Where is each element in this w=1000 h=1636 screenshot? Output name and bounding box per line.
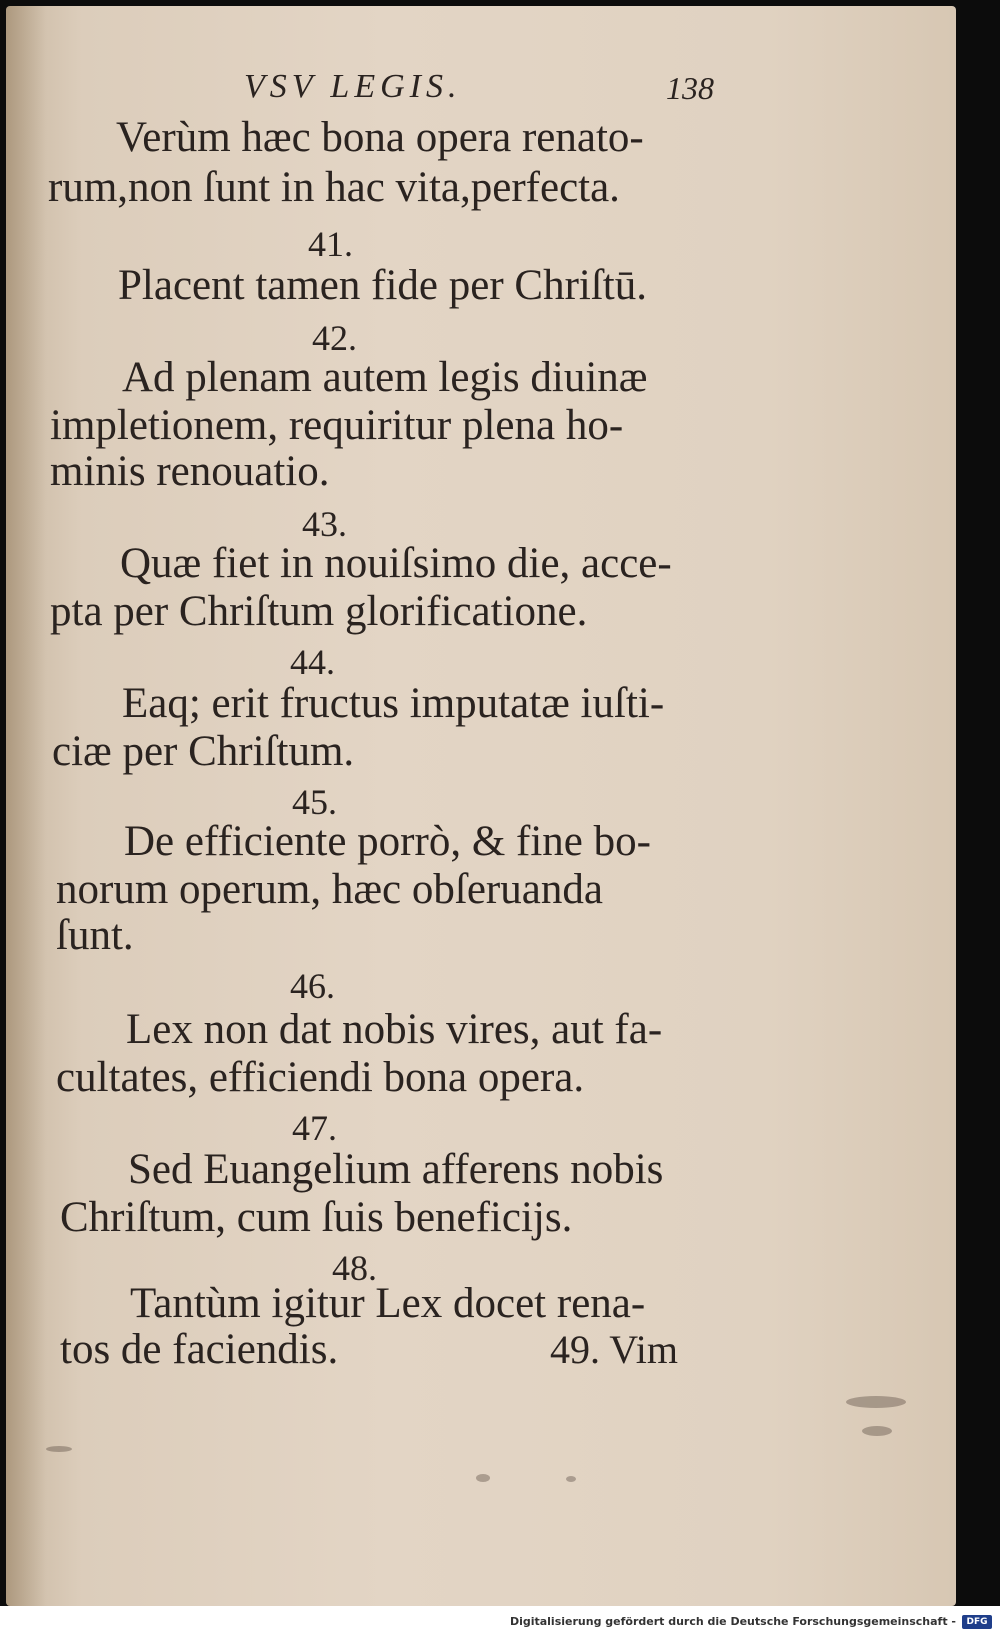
thesis-number: 48. (332, 1248, 377, 1288)
text-line: minis renouatio. (50, 448, 330, 495)
book-page (6, 6, 956, 1606)
text-line: Quæ fiet in nouiſsimo die, acce- (120, 540, 672, 587)
funding-credit: Digitalisierung gefördert durch die Deutsche Forschungsgemeinschaft - (509, 1615, 956, 1628)
text-line: Ad plenam autem legis diuinæ (122, 354, 648, 401)
page-header (244, 68, 714, 118)
thesis-number: 43. (302, 504, 347, 544)
text-line: norum operum, hæc obſeruanda (56, 866, 603, 913)
text-line: Verùm hæc bona opera renato- (116, 114, 644, 161)
thesis-number: 44. (290, 642, 335, 682)
footer-bar (0, 1606, 1000, 1636)
thesis-number: 47. (292, 1108, 337, 1148)
text-line: tos de faciendis. (60, 1326, 339, 1373)
thesis-number: 41. (308, 224, 353, 264)
text-line: ciæ per Chriſtum. (52, 728, 355, 775)
thesis-number: 45. (292, 782, 337, 822)
text-line: Eaq; erit fructus imputatæ iuſti- (122, 680, 665, 727)
ink-smudge (862, 1426, 892, 1436)
text-line: De efficiente porrò, & fine bo- (124, 818, 651, 865)
text-line: rum,non ſunt in hac vita,perfecta. (48, 164, 620, 211)
text-line: Chriſtum, cum ſuis beneficijs. (60, 1194, 573, 1241)
text-line: cultates, efficiendi bona opera. (56, 1054, 585, 1101)
running-title: VSV LEGIS. (244, 68, 462, 105)
text-line: impletionem, requiritur plena ho- (50, 402, 624, 449)
text-line: Placent tamen fide per Chriſtū. (118, 262, 647, 309)
text-line: Tantùm igitur Lex docet rena- (130, 1280, 646, 1327)
catchword: 49. Vim (550, 1327, 678, 1372)
ink-smudge (46, 1446, 72, 1452)
ink-smudge (476, 1474, 490, 1482)
dfg-logo-icon: DFG (962, 1615, 992, 1629)
thesis-number: 42. (312, 318, 357, 358)
ink-smudge (566, 1476, 576, 1482)
page-number: 138 (666, 70, 714, 106)
text-line: pta per Chriſtum glorificatione. (50, 588, 588, 635)
text-line: Lex non dat nobis vires, aut fa- (126, 1006, 663, 1053)
text-line: ſunt. (56, 912, 134, 959)
ink-smudge (846, 1396, 906, 1408)
thesis-number: 46. (290, 966, 335, 1006)
text-line: Sed Euangelium afferens nobis (128, 1146, 664, 1193)
